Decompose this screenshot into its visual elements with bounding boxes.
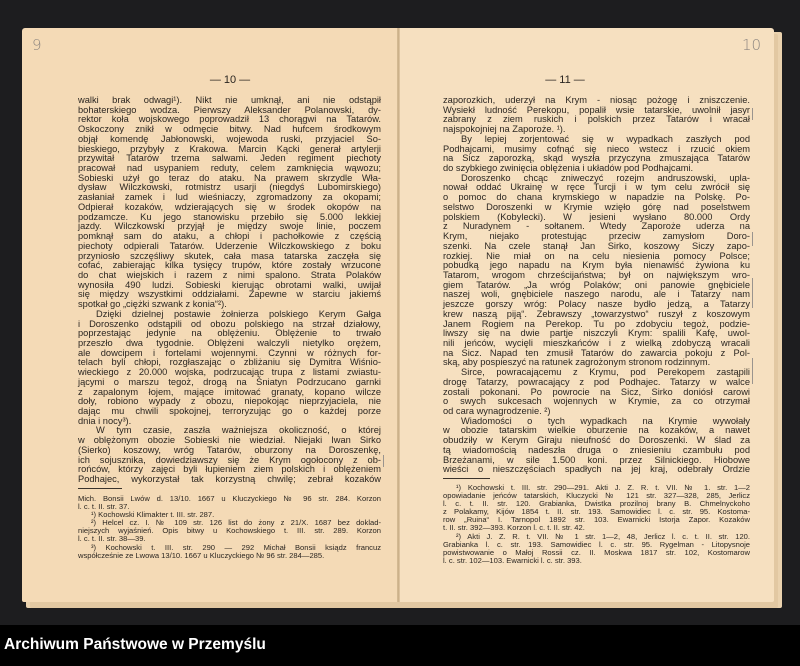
text-line: bieskiego, przybyły z Krakowa. Marcin Kącki generał artylerji xyxy=(78,143,381,154)
text-line: selstwo Doroszenki w Krymie wzięło górę nad poselstwem xyxy=(443,201,750,212)
text-line: pracował nad usypaniem reduty, celem zamknięcia wąwozu; xyxy=(78,163,381,174)
text-line: obudziły w Kerym Giraju nieufność do Doroszenki. W ślad za xyxy=(443,435,750,446)
text-line: Oskoczony znikł w odmęcie bitwy. Nad hufcem środkowym xyxy=(78,124,381,135)
footnote-line: l. c. t. II. str. 38—39. xyxy=(78,534,146,544)
right-footnotes xyxy=(443,484,750,565)
text-line: Tatarom, wrogom chrześcijaństwa; był on największym wro- xyxy=(443,269,750,280)
text-line: spotkał go „ciężki szwank z konia“²). xyxy=(78,299,227,310)
text-line: piechoty odpierali Tatarów. Uderzenie Wilczkowskiego z boku xyxy=(78,240,381,251)
text-line: przeszło dwa tygodnie. Oblężeni walczyli nietylko orężem, xyxy=(78,337,381,348)
footnote-line: l. c. t. II. str. 37. xyxy=(78,502,130,512)
right-main-text xyxy=(443,96,750,475)
text-line: jeszcze gorszy wróg: Polacy nasze bydło jedzą, a Tatarzy xyxy=(443,299,750,310)
text-line: liwszy się na dwie partje niszczyli Krym: spalili Kafę, uwol- xyxy=(443,328,750,339)
text-line: z Nuradynem - sołtanem. Wtedy Zaporoże uderza na xyxy=(443,221,750,232)
text-line: Janem Rogiem na Perekop. Tu po zdobyciu tegoż, podzie- xyxy=(443,318,750,329)
text-line: Sobieski użył go teraz do ataku. Na prawem skrzydle Wła- xyxy=(78,172,381,183)
footnote-line: Mich. Bonsii Lwów d. 13/10. 1667 u Kluczyckiego № 96 str. 284. Korzon xyxy=(78,494,381,503)
text-line: wieści o nieszczęściach spadłych na jej kraj, odebrały Ordzie xyxy=(443,464,750,475)
text-line: Odpierał kozaków, wdzierających się w środek okopów na xyxy=(78,201,381,212)
text-line: dysław Wilczkowski, rotmistrz usarji (niegdyś Lubomirskiego) xyxy=(78,182,381,193)
left-main-text xyxy=(78,96,381,485)
footnote-line: row „Ruina“ I. Tarnopol 1892 str. 103. Ewarnicki Istorja Zapor. Kozaków xyxy=(443,515,750,525)
text-line: (Sierko) koszowy, wróg Tatarów, oburzony na Doroszenkę, xyxy=(78,444,381,455)
text-line: By lepiej zorjentować się w wypadkach zaszłych pod xyxy=(461,133,750,144)
text-line: ich sojusznika, dowiedziawszy się że Krym ogołocony z ob- xyxy=(78,454,381,465)
text-line: telach byli chłopi, rozgłaszając o zbliżaniu się Dymitra Wiśnio- xyxy=(78,357,381,368)
footnote-line: l. c. str. 102—103. Ewarnicki l. c. str. 393. xyxy=(443,555,582,565)
footnote-line: współcześnie ze Lwowa 13/10. 1667 u Kluczyckiego № 96 str. 284—285. xyxy=(78,550,325,560)
text-line: i Doroszenko odstąpili od obozu polskiego na strzał działowy, xyxy=(78,318,381,329)
text-line: polskiem (Kobylecki). W jesieni wysłano 80.000 Ordy xyxy=(443,211,750,222)
pencil-margin-mark xyxy=(383,455,384,467)
text-line: przyniosło szczęśliwy skutek, cała masa tatarska zaczęła się xyxy=(78,250,381,261)
text-line: drogę Tatarzy, powracający z pod Podhajec. Tatarzy w walce xyxy=(443,376,750,387)
footnote-line: niejszych wyjaśnień. Opis bitwy u Kochowskiego t. III. str. 289. Korzon xyxy=(78,526,381,536)
footnote-line: l. c. t. II. str. 120. Grabianka, Dwistka prozilnoj brany B. Chmelnyckoho xyxy=(443,499,750,509)
text-line: podzamcze. Ku jego stanowisku przebiło się 5.000 lekkiej xyxy=(78,211,381,222)
footnote-line: z Polakamy, Kijów 1854 t. II. str. 193. Samowidiec l. c. str. 95. Kostoma- xyxy=(443,507,750,517)
text-line: zostali pokonani. Po powrocie na Sicz, Sirko doniósł carowi xyxy=(443,386,750,397)
text-line: giem Tatarów. „Ja wróg Polaków; oni panowie gnębiciele xyxy=(443,279,750,290)
text-line: zasłaniał zamek i lud wieśniaczy, zgromadzony za okopami; xyxy=(78,192,381,203)
text-line: na Sicz zaporozką, skąd wyszła przyczyna zmuszająca Tatarów xyxy=(443,153,750,164)
handwritten-folio-number: 10 xyxy=(742,36,762,54)
footnote-line: Grabianka l. c. str. 193. Samowidiec l. c. str. 95. Rygelman - Litopysnoje xyxy=(443,539,750,549)
text-line: Doroszenko chcąc zniweczyć rozejm andruszowski, upla- xyxy=(461,172,750,183)
text-line: nował oddać Ukrainę w ręce Turcji i w tym celu zwrócił się xyxy=(443,182,750,193)
text-line: Krym, niejako protestując przeciw zamysłom Doro- xyxy=(443,231,750,242)
archive-footer-bar xyxy=(0,625,800,666)
footnote-line: ²) Akti J. Z. R. t. VII. № 1 str. 1—2, 48, Jerlicz l. c. t. II. str. 120. xyxy=(456,531,750,541)
footnote-line: ²) Helcel cz. I. № 109 str. 126 list do żony z 21/X. 1687 bez doklad- xyxy=(91,518,381,528)
text-line: rektor koła wojskowego poprowadził 13 chorągwi na Tatarów. xyxy=(78,114,381,125)
book-gutter xyxy=(397,28,400,602)
text-line: wieckiego z 20.000 wojska, podrzucając trupa z listami zwiastu- xyxy=(78,367,381,378)
text-line: jącymi o marszu tegoż, drogą na Śniatyn Podrzucano garnki xyxy=(78,376,381,387)
text-line: w oblężonym obozie Sobieski nie wiedział. Niejaki Iwan Sirko xyxy=(78,435,381,446)
text-line: zaporozkich, uderzył na Krym - niosąc pożogę i zniszczenie. xyxy=(443,95,750,105)
text-line: tą wiadomością nadeszła druga o zniesieniu czambułu pod xyxy=(443,444,750,455)
footnote-line: powistwowanie o Małoj Rossii cz. II. Moskwa 1817 str. 102, Kostomarow xyxy=(443,547,750,557)
text-line: pobudką jego napadu na Krym była nienawiść żywiona ku xyxy=(443,260,750,271)
text-line: Wysiekł ludność Perekopu, popalił wsie tatarskie, uwolnił jasyr xyxy=(443,104,750,115)
text-line: w obozie tatarskim wielkie oburzenie na kozaków, a nawet xyxy=(443,425,750,436)
text-line: naszej woli, gnębiciele naszego narodu, ale i Tatarzy nam xyxy=(443,289,750,300)
text-line: najspokojniej na Zaporoże. ¹). xyxy=(443,124,566,135)
text-line: Dzięki dzielnej postawie żołnierza polskiego Kerym Gałga xyxy=(96,308,381,319)
page-number: — 11 — xyxy=(545,74,585,86)
text-line: ale dowcipem i fortelami wojennymi. Czynni w różnych for- xyxy=(78,347,381,358)
text-line: na Sicz. Napad ten zmusił Tatarów do zawarcia pokoju z Pol- xyxy=(443,347,750,358)
text-line: Wiadomości o tych wypadkach na Krymie wywołały xyxy=(461,415,750,426)
text-line: szenki. Na czele stanął Jan Sirko, koszowy Siczy zapo- xyxy=(443,240,750,251)
text-line: rozkiej. Nie miał on na celu niesienia pomocy Polsce; xyxy=(443,250,750,261)
footnote-line: ³) Kochowski t. III. str. 290 — 292 Michał Bonsii ksiądz francuz xyxy=(91,542,381,552)
text-line: z zapalonym łojem, mające imitować granaty, kopano wilcze xyxy=(78,386,381,397)
pencil-margin-mark xyxy=(752,232,753,246)
text-line: dnia i nocy³). xyxy=(78,415,132,426)
text-line: do chat wiejskich i razem z nimi spalono. Strata Polaków xyxy=(78,269,381,280)
text-line: doły, robiono wypady z obozu, niepokojąc nieprzyjaciela, nie xyxy=(78,396,381,407)
text-line: Podhajec, wykorzystał tak korzystną chwilę; zebrał kozaków xyxy=(78,474,381,485)
footnote-line: t. II. str. 392—393. Korzon l. c. t. II. str. 42. xyxy=(443,523,585,533)
text-line: W tym czasie, zaszła ważniejsza okoliczność, o której xyxy=(96,425,381,436)
archive-name: Archiwum Państwowe w Przemyślu xyxy=(4,636,266,653)
text-line: się między wszystkimi oddziałami. Zapewne w starciu jakiemś xyxy=(78,289,381,300)
text-line: poprzestając jedynie na oblężeniu. Oblężenie to trwało xyxy=(78,328,381,339)
text-line: do szybkiego zwinięcia oblężenia i układów pod Podhajcami. xyxy=(443,163,694,174)
pencil-margin-mark xyxy=(752,358,753,384)
handwritten-folio-number: 9 xyxy=(32,36,42,54)
text-line: Brzeżanami, w sile 1.500 koni. przez Silnickiego. Hiobowe xyxy=(443,454,750,465)
text-line: ską, aby pospieszyć na ratunek zagrożonym stronom rodzinnym. xyxy=(443,357,711,368)
text-line: zabrany z ziem ruskich i polskich przez Tatarów i wracał xyxy=(443,114,750,125)
footnote-divider xyxy=(443,478,490,479)
text-line: walki brak odwagi¹). Nikt nie umknął, ani nie odstąpił xyxy=(78,95,381,105)
left-footnotes xyxy=(78,495,381,560)
text-line: o swych sukcesach wojennych w Krymie, za co otrzymał xyxy=(443,396,750,407)
text-line: jazdy. Wilczkowski przyjął je między swoje linie, poczem xyxy=(78,221,381,232)
pencil-margin-mark xyxy=(752,108,753,120)
text-line: objął komendę Jabłonowski, wojewoda ruski, przyjaciel So- xyxy=(78,133,381,144)
footnote-divider xyxy=(78,488,122,489)
text-line: przywitał Tatarów trzema salwami. Jeden regiment piechoty xyxy=(78,153,381,164)
text-line: o pomoc do chana krymskiego w napadzie na Polskę. Po- xyxy=(443,192,750,203)
text-line: Sirce, powracającemu z Krymu, pod Perekopem zastąpili xyxy=(461,367,750,378)
text-line: dając mu chwili spokojnej, terroryzując go o każdej porze xyxy=(78,406,381,416)
footnote-line: ¹) Kochowski t. III. str. 290—291. Akti J. Z. R. t. VII. № 1. str. 1—2 xyxy=(456,483,750,492)
text-line: wynosiła 490 ludzi. Sobieski kierując obrotami walki, uwijał xyxy=(78,279,381,290)
text-line: pomknął sam do ataku, a chłopi i pachołkowie z częścią xyxy=(78,231,381,242)
footnote-line: opowiadanie jeńców tatarskich, Kluczycki № 121 str. 327—328, 285, Jerlicz xyxy=(443,491,750,501)
text-line: bohaterskiego wodza. Pierwszy Aleksander Polanowski, dy- xyxy=(78,104,381,115)
text-line: nili jeńców, wycięli mieszkańców i z wielką zdobyczą wracali xyxy=(443,337,750,348)
text-line: Podhajcami, musimy cofnąć się nieco wstecz i rzucić okiem xyxy=(443,143,750,154)
text-line: rońców, którzy zajęci byli łupieniem ziem polskich i oblężeniem xyxy=(78,464,381,475)
text-line: cofać, zabierając kilka tysięcy trupów, które zostały wrzucone xyxy=(78,260,381,271)
text-line: od cara wynagrodzenie. ²) xyxy=(443,406,551,416)
page-number: — 10 — xyxy=(209,74,251,86)
footnote-line: ¹) Kochowski Klimakter t. III. str. 287. xyxy=(91,510,215,520)
pencil-margin-mark xyxy=(752,278,753,308)
text-line: krew naszą piją“. Zebrawszy „towarzystwo“ ruszył z koszowym xyxy=(443,308,750,319)
